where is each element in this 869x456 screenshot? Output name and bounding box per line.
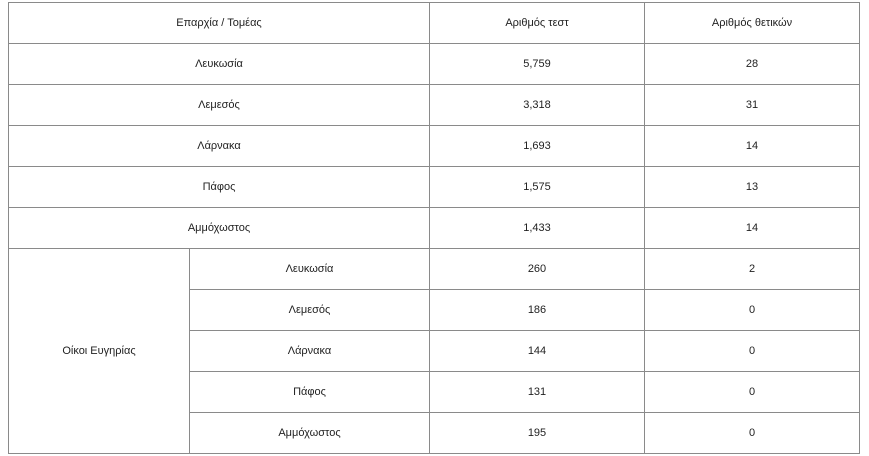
positives-cell: 0 xyxy=(645,413,860,454)
header-tests: Αριθμός τεστ xyxy=(430,3,645,44)
positives-cell: 13 xyxy=(645,167,860,208)
positives-cell: 0 xyxy=(645,372,860,413)
positives-cell: 31 xyxy=(645,85,860,126)
header-positives: Αριθμός θετικών xyxy=(645,3,860,44)
tests-cell: 260 xyxy=(430,249,645,290)
table-row xyxy=(9,44,860,85)
table-row xyxy=(9,167,860,208)
table-row xyxy=(9,208,860,249)
district-cell: Λεμεσός xyxy=(190,290,430,331)
table-row xyxy=(9,126,860,167)
positives-cell: 14 xyxy=(645,126,860,167)
district-cell: Αμμόχωστος xyxy=(9,208,430,249)
district-cell: Λευκωσία xyxy=(9,44,430,85)
positives-cell: 0 xyxy=(645,290,860,331)
district-cell: Λευκωσία xyxy=(190,249,430,290)
tests-cell: 5,759 xyxy=(430,44,645,85)
tests-cell: 131 xyxy=(430,372,645,413)
tests-cell: 186 xyxy=(430,290,645,331)
table-row xyxy=(9,85,860,126)
district-cell: Πάφος xyxy=(9,167,430,208)
tests-cell: 1,693 xyxy=(430,126,645,167)
table-row xyxy=(9,249,860,290)
covid-tests-table xyxy=(8,2,860,454)
group-label-cell: Οίκοι Ευγηρίας xyxy=(9,249,190,454)
positives-cell: 28 xyxy=(645,44,860,85)
tests-cell: 1,433 xyxy=(430,208,645,249)
positives-cell: 2 xyxy=(645,249,860,290)
header-district: Επαρχία / Τομέας xyxy=(9,3,430,44)
district-cell: Αμμόχωστος xyxy=(190,413,430,454)
tests-cell: 195 xyxy=(430,413,645,454)
tests-cell: 3,318 xyxy=(430,85,645,126)
tests-cell: 144 xyxy=(430,331,645,372)
district-cell: Λεμεσός xyxy=(9,85,430,126)
district-cell: Πάφος xyxy=(190,372,430,413)
positives-cell: 0 xyxy=(645,331,860,372)
tests-cell: 1,575 xyxy=(430,167,645,208)
district-cell: Λάρνακα xyxy=(9,126,430,167)
table-header-row xyxy=(9,3,860,44)
district-cell: Λάρνακα xyxy=(190,331,430,372)
positives-cell: 14 xyxy=(645,208,860,249)
